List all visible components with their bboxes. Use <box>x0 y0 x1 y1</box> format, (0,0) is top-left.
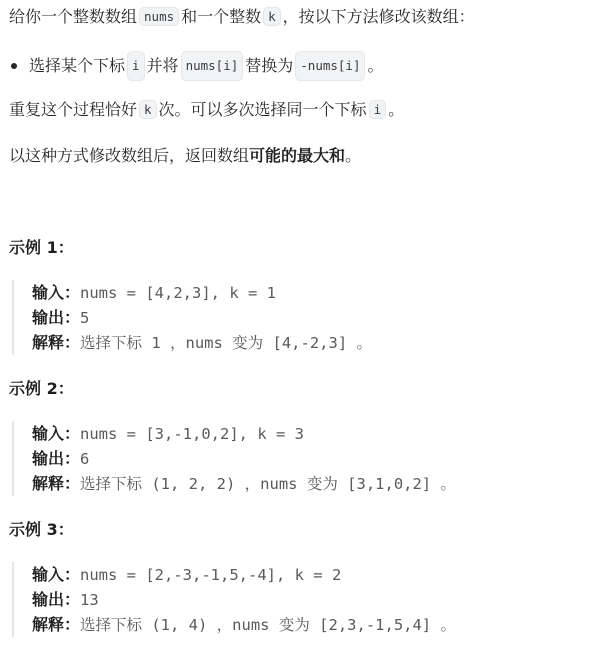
example-1-output: 5 <box>80 309 90 327</box>
goal-text-1: 以这种方式修改数组后，返回数组 <box>9 146 250 165</box>
example-1-output-line <box>32 305 572 330</box>
example-2-block <box>12 421 572 496</box>
code-i-2: i <box>369 100 387 119</box>
example-2-input-line <box>32 421 572 446</box>
explain-label: 解释： <box>32 474 81 493</box>
example-2-input: nums = [3,-1,0,2], k = 3 <box>80 425 304 443</box>
example-1-input: nums = [4,2,3], k = 1 <box>80 284 276 302</box>
example-1-title: 示例 1： <box>9 238 74 257</box>
example-3-explain-line <box>32 612 572 637</box>
example-2-explanation: 选择下标 (1, 2, 2) ，nums 变为 [3,1,0,2] 。 <box>80 475 456 493</box>
goal-bold: 可能的最大和 <box>249 146 346 165</box>
example-3-title: 示例 3： <box>9 520 74 539</box>
input-label: 输入： <box>32 424 81 443</box>
example-3-output-line <box>32 587 572 612</box>
intro-text-2: 和一个整数 <box>181 7 262 26</box>
input-label: 输入： <box>32 565 81 584</box>
goal-paragraph <box>9 143 361 169</box>
example-1-explanation: 选择下标 1 ，nums 变为 [4,-2,3] 。 <box>80 334 372 352</box>
example-1-explain-line <box>32 330 572 355</box>
code-nums: nums <box>139 7 179 26</box>
bullet-text-4: 。 <box>367 56 384 75</box>
example-1-input-line <box>32 280 572 305</box>
intro-paragraph <box>9 4 475 30</box>
example-3-input: nums = [2,-3,-1,5,-4], k = 2 <box>80 566 342 584</box>
example-2-explain-line <box>32 471 572 496</box>
intro-text-3: ，按以下方法修改该数组： <box>282 7 475 26</box>
output-label: 输出： <box>32 449 81 468</box>
code-k-2: k <box>139 100 157 119</box>
repeat-paragraph <box>9 97 404 123</box>
bullet-item <box>9 51 384 81</box>
code-k: k <box>263 7 281 26</box>
intro-text-1: 给你一个整数数组 <box>9 7 138 26</box>
code-nums-i: nums[i] <box>181 51 244 81</box>
repeat-text-1: 重复这个过程恰好 <box>9 100 138 119</box>
bullet-dot-icon <box>11 63 17 69</box>
repeat-text-2: 次。可以多次选择同一个下标 <box>158 100 367 119</box>
goal-text-2: 。 <box>345 146 362 165</box>
example-3-input-line <box>32 562 572 587</box>
repeat-text-3: 。 <box>388 100 405 119</box>
code-i: i <box>127 51 145 81</box>
code-neg-nums-i: -nums[i] <box>295 51 365 81</box>
bullet-text-1: 选择某个下标 <box>29 56 126 75</box>
bullet-text-3: 替换为 <box>245 56 294 75</box>
example-2-output: 6 <box>80 450 90 468</box>
example-1-block <box>12 280 572 355</box>
output-label: 输出： <box>32 590 81 609</box>
bullet-text-2: 并将 <box>146 56 179 75</box>
example-2-title: 示例 2： <box>9 379 74 398</box>
explain-label: 解释： <box>32 615 81 634</box>
example-3-block <box>12 562 572 637</box>
explain-label: 解释： <box>32 333 81 352</box>
output-label: 输出： <box>32 308 81 327</box>
input-label: 输入： <box>32 283 81 302</box>
example-2-output-line <box>32 446 572 471</box>
example-3-output: 13 <box>80 591 99 609</box>
example-3-explanation: 选择下标 (1, 4) ，nums 变为 [2,3,-1,5,4] 。 <box>80 616 456 634</box>
